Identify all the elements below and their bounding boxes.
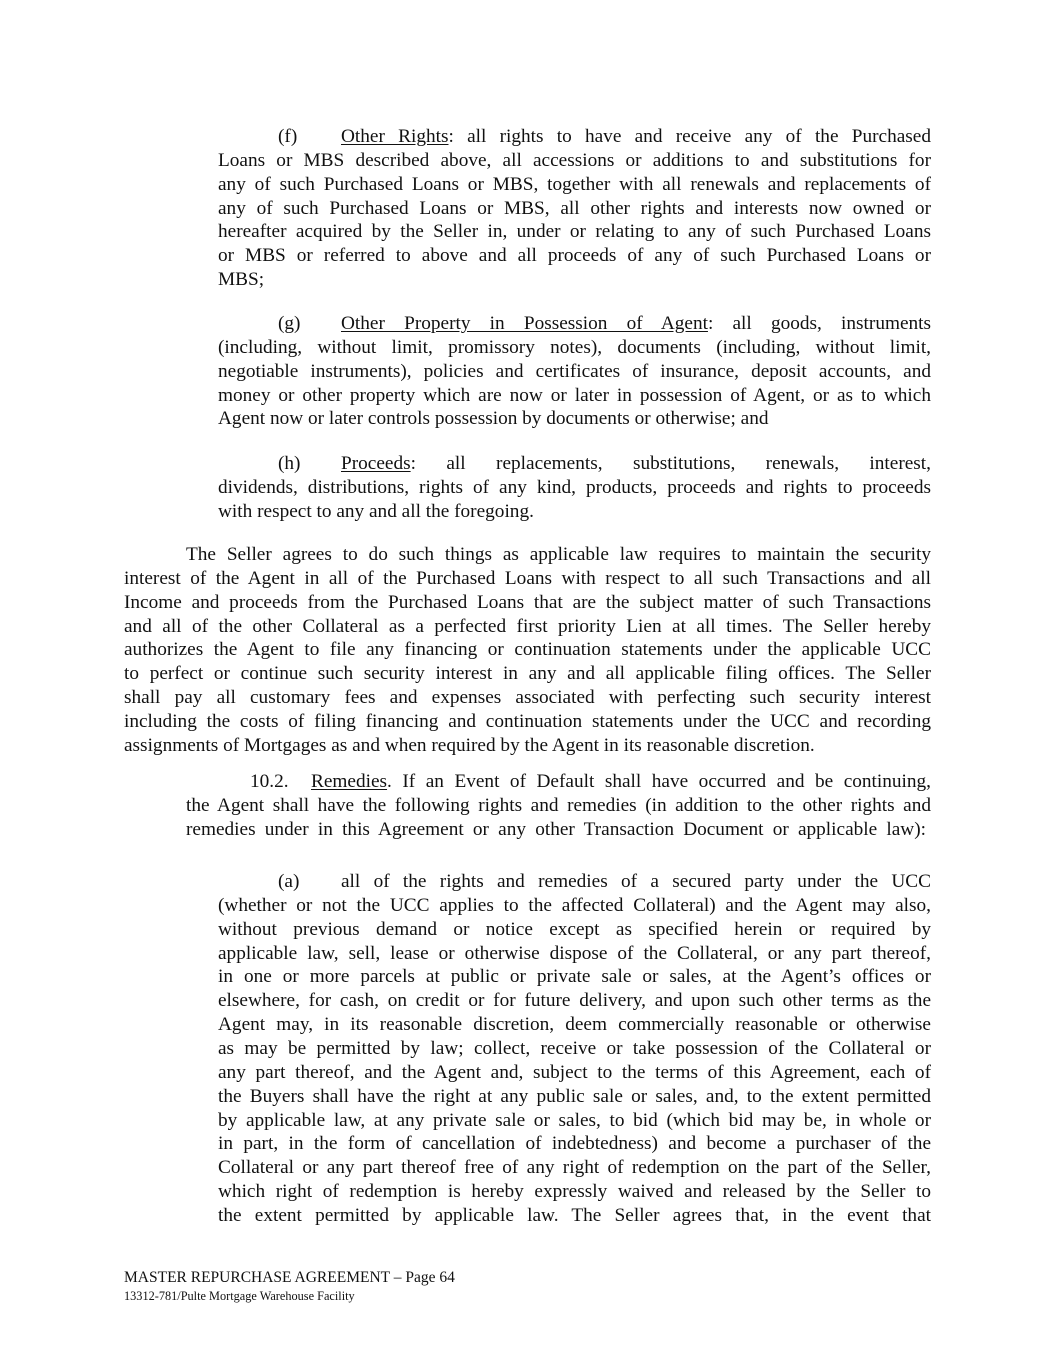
text-line: Agent now or later controls possession by documents or otherwise; and xyxy=(218,408,769,430)
first-line-text xyxy=(341,125,931,149)
text-line: MBS; xyxy=(218,269,265,291)
first-line-rest: . If an Event of Default shall have occurred and be continuing, xyxy=(387,771,931,792)
footer-document-id: 13312-781/Pulte Mortgage Warehouse Facility xyxy=(124,1289,355,1303)
text-line: the Agent shall have the following rights and remedies (in addition to the other rights and xyxy=(186,794,931,816)
text-line: elsewhere, for cash, on credit or for future delivery, and upon such other terms as the xyxy=(218,990,931,1012)
text-line: and all of the other Collateral as a perfected first priority Lien at all times. The Seller hereby xyxy=(124,615,931,637)
paragraph-first-line xyxy=(186,543,931,567)
text-line: the Buyers shall have the right at any public sale or sales, and, to the extent permitted xyxy=(218,1085,931,1107)
text-line: shall pay all customary fees and expenses associated with perfecting such security interest xyxy=(124,687,931,709)
first-line-rest: The Seller agrees to do such things as applicable law requires to maintain the security xyxy=(186,544,931,565)
text-line: Income and proceeds from the Purchased Loans that are the subject matter of such Transactions xyxy=(124,591,931,613)
text-line: the extent permitted by applicable law. The Seller agrees that, in the event that xyxy=(218,1205,931,1227)
clause-label: (a) xyxy=(278,871,300,892)
first-line-text xyxy=(341,452,931,476)
text-line: Loans or MBS described above, all accessions or additions to and substitutions for xyxy=(218,149,931,171)
paragraph-first-line xyxy=(278,452,931,476)
text-line: as may be permitted by law; collect, receive or take possession of the Collateral or xyxy=(218,1038,931,1060)
text-line: any of such Purchased Loans or MBS, all other rights and interests now owned or xyxy=(218,197,931,219)
text-line: in part, in the form of cancellation of indebtedness) and become a purchaser of the xyxy=(218,1133,931,1155)
text-line: interest of the Agent in all of the Purchased Loans with respect to all such Transactions and all xyxy=(124,567,931,589)
text-line: applicable law, sell, lease or otherwise dispose of the Collateral, or any part thereof, xyxy=(218,942,931,964)
clause-heading: Remedies xyxy=(311,771,388,792)
text-line: or MBS or referred to above and all proceeds of any of such Purchased Loans or xyxy=(218,245,931,267)
paragraph-first-line xyxy=(250,770,931,794)
text-line: Collateral or any part thereof free of any right of redemption on the part of the Seller, xyxy=(218,1157,931,1179)
clause-label: 10.2. xyxy=(250,771,289,792)
text-line: (whether or not the UCC applies to the affected Collateral) and the Agent may also, xyxy=(218,894,931,916)
text-line: any of such Purchased Loans or MBS, together with all renewals and replacements of xyxy=(218,173,931,195)
clause-label: (g) xyxy=(278,313,301,334)
first-line-rest: : all rights to have and receive any of the Purchased xyxy=(448,126,931,147)
text-line: including the costs of filing financing and continuation statements under the UCC and recording xyxy=(124,711,931,733)
paragraph-first-line xyxy=(278,125,931,149)
text-line: assignments of Mortgages as and when required by the Agent in its reasonable discretion. xyxy=(124,734,815,756)
paragraph-first-line xyxy=(278,870,931,894)
clause-heading: Other Rights xyxy=(341,126,449,147)
clause-heading: Proceeds xyxy=(341,453,411,474)
text-line: with respect to any and all the foregoing. xyxy=(218,500,534,522)
first-line-text xyxy=(341,312,931,336)
text-line: remedies under in this Agreement or any other Transaction Document or applicable law): xyxy=(186,818,926,840)
text-line: any part thereof, and the Agent and, subject to the terms of this Agreement, each of xyxy=(218,1061,931,1083)
clause-heading: Other Property in Possession of Agent xyxy=(341,313,708,334)
text-line: dividends, distributions, rights of any kind, products, proceeds and rights to proceeds xyxy=(218,476,931,498)
text-line: by applicable law, at any private sale or sales, to bid (which bid may be, in whole or xyxy=(218,1109,931,1131)
text-line: negotiable instruments), policies and certificates of insurance, deposit accounts, and xyxy=(218,360,931,382)
first-line-rest: : all replacements, substitutions, renewals, interest, xyxy=(410,453,931,474)
text-line: without previous demand or notice except as specified herein or required by xyxy=(218,918,931,940)
text-line: money or other property which are now or later in possession of Agent, or as to which xyxy=(218,384,931,406)
text-line: to perfect or continue such security interest in any and all applicable filing offices. The Seller xyxy=(124,663,931,685)
text-line: which right of redemption is hereby expressly waived and released by the Seller to xyxy=(218,1181,931,1203)
first-line-rest: all of the rights and remedies of a secured party under the UCC xyxy=(341,871,931,892)
first-line-text xyxy=(186,543,931,567)
footer-title: MASTER REPURCHASE AGREEMENT – Page 64 xyxy=(124,1269,455,1286)
clause-label: (f) xyxy=(278,126,298,147)
clause-label: (h) xyxy=(278,453,301,474)
text-line: (including, without limit, promissory notes), documents (including, without limit, xyxy=(218,336,931,358)
text-line: in one or more parcels at public or private sale or sales, at the Agent’s offices or xyxy=(218,966,931,988)
text-line: Agent may, in its reasonable discretion, deem commercially reasonable or otherwise xyxy=(218,1014,931,1036)
paragraph-first-line xyxy=(278,312,931,336)
first-line-rest: : all goods, instruments xyxy=(707,313,932,334)
first-line-text xyxy=(311,770,931,794)
first-line-text xyxy=(341,870,931,894)
text-line: authorizes the Agent to file any financing or continuation statements under the applicable UCC xyxy=(124,639,931,661)
text-line: hereafter acquired by the Seller in, under or relating to any of such Purchased Loans xyxy=(218,221,931,243)
